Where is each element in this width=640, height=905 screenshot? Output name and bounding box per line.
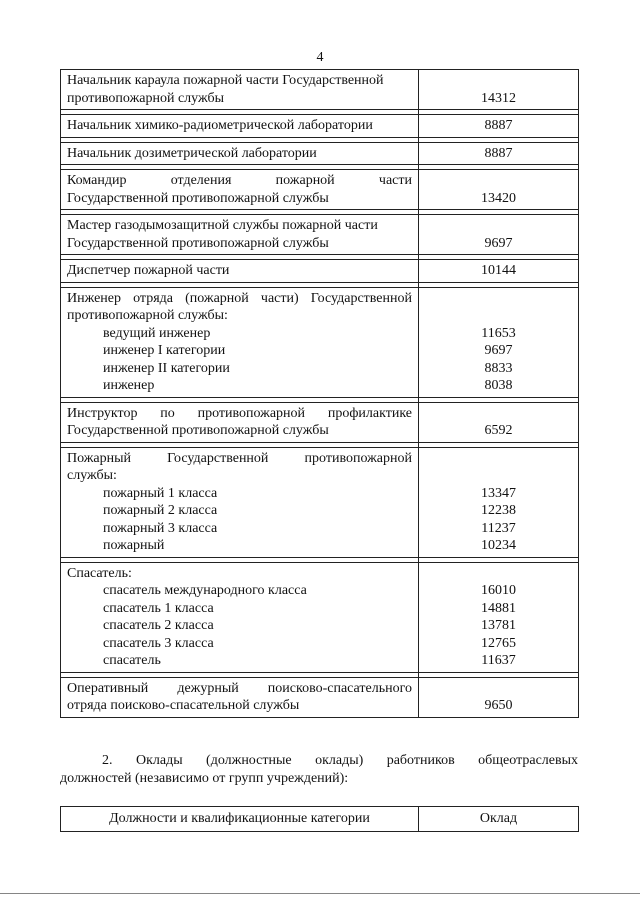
table-row — [61, 287, 579, 397]
position-cell — [61, 402, 419, 442]
salary-value: 8887 — [484, 118, 513, 133]
position-title-line: Диспетчер пожарной части — [67, 263, 230, 278]
table-row — [61, 402, 579, 442]
position-cell — [61, 215, 419, 255]
salary-value: 13420 — [481, 190, 516, 206]
table-row — [61, 215, 579, 255]
sub-position: ведущий инженер — [103, 325, 211, 341]
sub-position: пожарный 2 класса — [103, 503, 218, 518]
salary-value: 12238 — [481, 503, 516, 518]
table-row — [61, 70, 579, 110]
table-row — [61, 562, 579, 672]
position-cell — [61, 115, 419, 138]
position-title-line: противопожарной службы: — [67, 308, 228, 323]
page-bottom-rule — [0, 893, 640, 894]
salary-value: 8038 — [484, 378, 513, 393]
salary-value: 14881 — [481, 600, 516, 616]
header-positions: Должности и квалификационные категории — [61, 807, 419, 832]
salary-value — [419, 217, 578, 235]
salary-value — [419, 307, 578, 325]
salary-value — [419, 290, 578, 308]
salary-value: 13347 — [481, 485, 516, 501]
table-row — [61, 170, 579, 210]
salary-cell — [419, 142, 579, 165]
header-salary: Оклад — [419, 807, 579, 832]
position-cell — [61, 677, 419, 717]
salary-value: 8833 — [484, 360, 513, 376]
salary-value: 9697 — [484, 235, 513, 251]
salary-cell — [419, 260, 579, 283]
position-cell — [61, 260, 419, 283]
sub-position: спасатель 1 класса — [103, 600, 214, 616]
position-title-line: Инструктор по противопожарной профилактике — [67, 405, 412, 421]
sub-position: инженер — [103, 378, 155, 393]
salary-cell — [419, 115, 579, 138]
categories-table-header — [61, 807, 579, 832]
position-title-line: Начальник караула пожарной части Государственной — [67, 73, 384, 88]
paragraph-line-2: должностей (независимо от групп учреждений): — [60, 771, 349, 786]
position-title-line: Начальник химико-радиометрической лаборатории — [67, 118, 373, 133]
salary-value: 13781 — [481, 618, 516, 633]
position-title-line: Государственной противопожарной службы — [67, 423, 329, 438]
position-cell — [61, 447, 419, 557]
section-paragraph — [60, 752, 578, 788]
salary-value — [419, 565, 578, 583]
position-title-line: Мастер газодымозащитной службы пожарной части — [67, 218, 378, 233]
salary-cell — [419, 402, 579, 442]
salary-value: 11237 — [481, 520, 516, 536]
salary-value: 16010 — [481, 583, 516, 598]
salary-value: 9650 — [484, 698, 513, 713]
table-row — [61, 447, 579, 557]
sub-position: спасатель 3 класса — [103, 635, 214, 651]
position-title-line: Государственной противопожарной службы — [67, 190, 329, 206]
sub-position: пожарный 1 класса — [103, 485, 218, 501]
salary-value: 11653 — [481, 325, 516, 341]
position-title-line: Инженер отряда (пожарной части) Государственной — [67, 290, 412, 306]
table-row — [61, 677, 579, 717]
table-row — [61, 260, 579, 283]
salary-value — [419, 467, 578, 485]
salary-value — [419, 172, 578, 190]
salary-cell — [419, 677, 579, 717]
categories-table — [60, 806, 579, 832]
sub-position: спасатель — [103, 653, 161, 668]
salary-value: 14312 — [481, 90, 516, 106]
salary-cell — [419, 562, 579, 672]
sub-position: пожарный 3 класса — [103, 520, 218, 536]
salary-value: 9697 — [484, 343, 513, 358]
position-title-line: Командир отделения пожарной части — [67, 173, 412, 188]
position-title-line: Государственной противопожарной службы — [67, 235, 329, 251]
salary-value — [419, 450, 578, 468]
position-title-line: противопожарной службы — [67, 90, 224, 106]
sub-position: пожарный — [103, 538, 165, 553]
salary-value — [419, 405, 578, 423]
position-title-line: Спасатель: — [67, 565, 132, 581]
position-title-line: Пожарный Государственной противопожарной — [67, 450, 412, 466]
position-title-line: Начальник дозиметрической лаборатории — [67, 145, 317, 161]
position-title-line: Оперативный дежурный поисково-спасательного — [67, 680, 412, 696]
salary-value: 11637 — [481, 653, 516, 668]
salary-value — [419, 72, 578, 90]
salary-value: 10144 — [481, 263, 516, 278]
position-cell — [61, 142, 419, 165]
paragraph-line-1: 2. Оклады (должностные оклады) работников общеотраслевых — [102, 753, 578, 768]
position-cell — [61, 287, 419, 397]
salary-value: 8887 — [484, 145, 513, 161]
table-row — [61, 142, 579, 165]
position-cell — [61, 70, 419, 110]
position-title-line: отряда поисково-спасательной службы — [67, 698, 300, 713]
salary-cell — [419, 215, 579, 255]
sub-position: инженер II категории — [103, 360, 230, 376]
salary-value: 12765 — [481, 635, 516, 651]
salary-cell — [419, 447, 579, 557]
salary-value: 6592 — [484, 423, 513, 438]
sub-position: спасатель международного класса — [103, 583, 307, 598]
page-number: 4 — [316, 50, 324, 65]
position-cell — [61, 562, 419, 672]
salary-value — [419, 680, 578, 698]
position-cell — [61, 170, 419, 210]
salary-value: 10234 — [481, 538, 516, 553]
salary-cell — [419, 287, 579, 397]
table-row — [61, 115, 579, 138]
salary-cell — [419, 70, 579, 110]
position-title-line: службы: — [67, 468, 117, 483]
salary-cell — [419, 170, 579, 210]
sub-position: инженер I категории — [103, 343, 226, 358]
sub-position: спасатель 2 класса — [103, 618, 214, 633]
salary-table — [60, 69, 579, 718]
